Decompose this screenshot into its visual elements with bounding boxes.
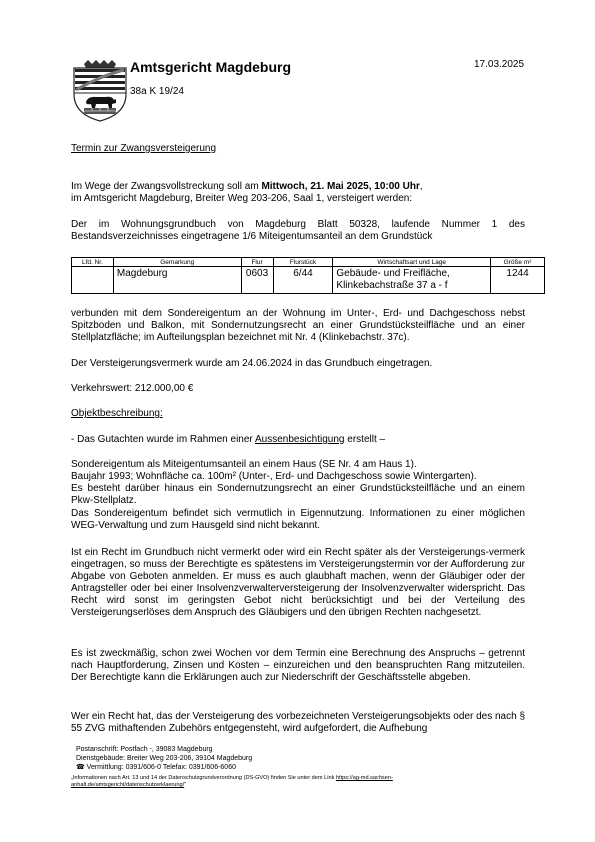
verkehrswert: Verkehrswert: 212.000,00 € [71, 383, 194, 394]
cell-flur: 0603 [241, 267, 273, 294]
gutachten-post: erstellt – [344, 434, 386, 445]
vermerk-paragraph: Der Versteigerungsvermerk wurde am 24.06.2024 in das Grundbuch eingetragen. [71, 358, 433, 369]
cell-lfd-nr [72, 267, 114, 294]
footer-datenschutz [71, 775, 527, 789]
recht-paragraph: Ist ein Recht im Grundbuch nicht vermerkt oder wird ein Recht später als der Versteigerungs-vermerk eingetragen, so muss der Berechtigte es spätestens im Versteigerungstermin vor der Aufforderung zur Abgabe von Geboten anmelden. Er muss es auch glaubhaft machen, wenn der Gläubiger oder der Antragsteller oder bei einer Insolvenzverwalterversteigerung der Insolvenzverwalter widerspricht. Das Recht wird sonst im geringsten Gebot nicht berücksichtigt und bei der Verteilung des Versteigerungserlöses dem Anspruch des Gläubigers und den übrigen Rechten nachgesetzt. [71, 547, 525, 618]
footer-dienstgebaeude: Dienstgebäude: Breiter Weg 203-206, 39104 Magdeburg [76, 755, 253, 762]
datenschutz-link[interactable]: https://ag-md.sachsen- [335, 775, 393, 781]
grundbuch-paragraph: Der im Wohnungsgrundbuch von Magdeburg Blatt 50328, laufende Nummer 1 des Bestandsverzeichnisses eingetragene 1/6 Miteigentumsanteil an dem Grundstück [71, 219, 525, 242]
description-line-2: Baujahr 1993; Wohnfläche ca. 100m² (Unter-, Erd- und Dachgeschoss sowie Wintergarten). [71, 471, 477, 482]
gutachten-line [71, 434, 531, 446]
parcel-table-header [72, 258, 545, 267]
datenschutz-link-continued[interactable]: anhalt.de/amtsgericht/datenschutzerklaerung/ [71, 782, 185, 788]
lage-line-2: Klinkebachstraße 37 a - f [336, 280, 448, 291]
table-row [72, 267, 545, 294]
court-name: Amtsgericht Magdeburg [130, 59, 292, 75]
objekt-heading: Objektbeschreibung: [71, 408, 163, 419]
datenschutz-text: „Informationen nach Art. 13 und 14 der Datenschutzgrundverordnung (DS-GVO) finden Sie unter dem Link [71, 775, 336, 781]
gutachten-pre: - Das Gutachten wurde im Rahmen einer [71, 434, 255, 445]
cell-lage [333, 267, 491, 294]
case-number: 38a K 19/24 [130, 86, 184, 97]
subject-heading: Termin zur Zwangsversteigerung [71, 143, 217, 154]
phone-icon: ☎ [76, 764, 87, 771]
col-groesse: Größe m² [491, 258, 545, 267]
sondereigentum-paragraph: verbunden mit dem Sondereigentum an der Wohnung im Unter-, Erd- und Dachgeschoss nebst Spitzboden und Balkon, mit Sondernutzungsrecht an einer Grundstücksteilfläche und an einer Stellplatzfläche; im Aufteilungsplan bezeichnet mit Nr. 4 (Klinkebachstr. 37c). [71, 308, 525, 343]
col-lfd-nr: Lfd. Nr. [72, 258, 114, 267]
cell-groesse: 1244 [491, 267, 545, 294]
cell-flurstueck: 6/44 [273, 267, 333, 294]
description-line-1: Sondereigentum als Miteigentumsanteil an einem Haus (SE Nr. 4 am Haus 1). [71, 459, 417, 470]
description-paragraph-4: Das Sondereigentum befindet sich vermutlich in Eigennutzung. Informationen zu einer möglichen WEG-Verwaltung und zum Hausgeld sind nicht bekannt. [71, 508, 525, 531]
description-paragraph-3: Es besteht darüber hinaus ein Sondernutzungsrecht an einer Grundstücksteilfläche und an einem Pkw-Stellplatz. [71, 483, 525, 506]
col-flur: Flur [241, 258, 273, 267]
cell-gemarkung: Magdeburg [113, 267, 241, 294]
intro-comma: , [419, 181, 423, 192]
zweckmaessig-paragraph: Es ist zweckmäßig, schon zwei Wochen vor dem Termin eine Berechnung des Anspruchs – getrennt nach Hauptforderung, Zinsen und Kosten – einzureichen und den beanspruchten Rang mitzuteilen. Der Berechtigte kann die Erklärungen auch zur Niederschrift der Geschäftsstelle abgeben. [71, 648, 525, 683]
datenschutz-end: " [184, 782, 187, 788]
col-gemarkung: Gemarkung [113, 258, 241, 267]
lage-line-1: Gebäude- und Freifläche, [336, 268, 450, 279]
auction-date: Mittwoch, 21. Mai 2025, 10:00 Uhr [261, 181, 420, 192]
intro-line-1 [71, 181, 531, 193]
footer-postanschrift: Postanschrift: Postfach -, 39083 Magdeburg [76, 746, 213, 753]
footer-telefon [76, 763, 236, 772]
document-date: 17.03.2025 [474, 59, 525, 70]
col-flurstueck: Flurstück [273, 258, 333, 267]
gutachten-underlined: Aussenbesichtigung [254, 434, 345, 445]
intro-text: Im Wege der Zwangsvollstreckung soll am [71, 181, 262, 192]
parcel-table [71, 257, 545, 294]
intro-line-2: im Amtsgericht Magdeburg, Breiter Weg 203-206, Saal 1, versteigert werden: [71, 193, 413, 204]
footer-telefon-text: Vermittlung: 0391/606-0 Telefax: 0391/606-6060 [86, 764, 236, 771]
coat-of-arms-icon [72, 58, 128, 122]
wer-paragraph: Wer ein Recht hat, das der Versteigerung des vorbezeichneten Versteigerungsobjekts oder des nach § 55 ZVG mithaftenden Zubehörs entgegensteht, wird aufgefordert, die Aufhebung [71, 711, 525, 734]
col-lage: Wirtschaftsart und Lage [333, 258, 491, 267]
